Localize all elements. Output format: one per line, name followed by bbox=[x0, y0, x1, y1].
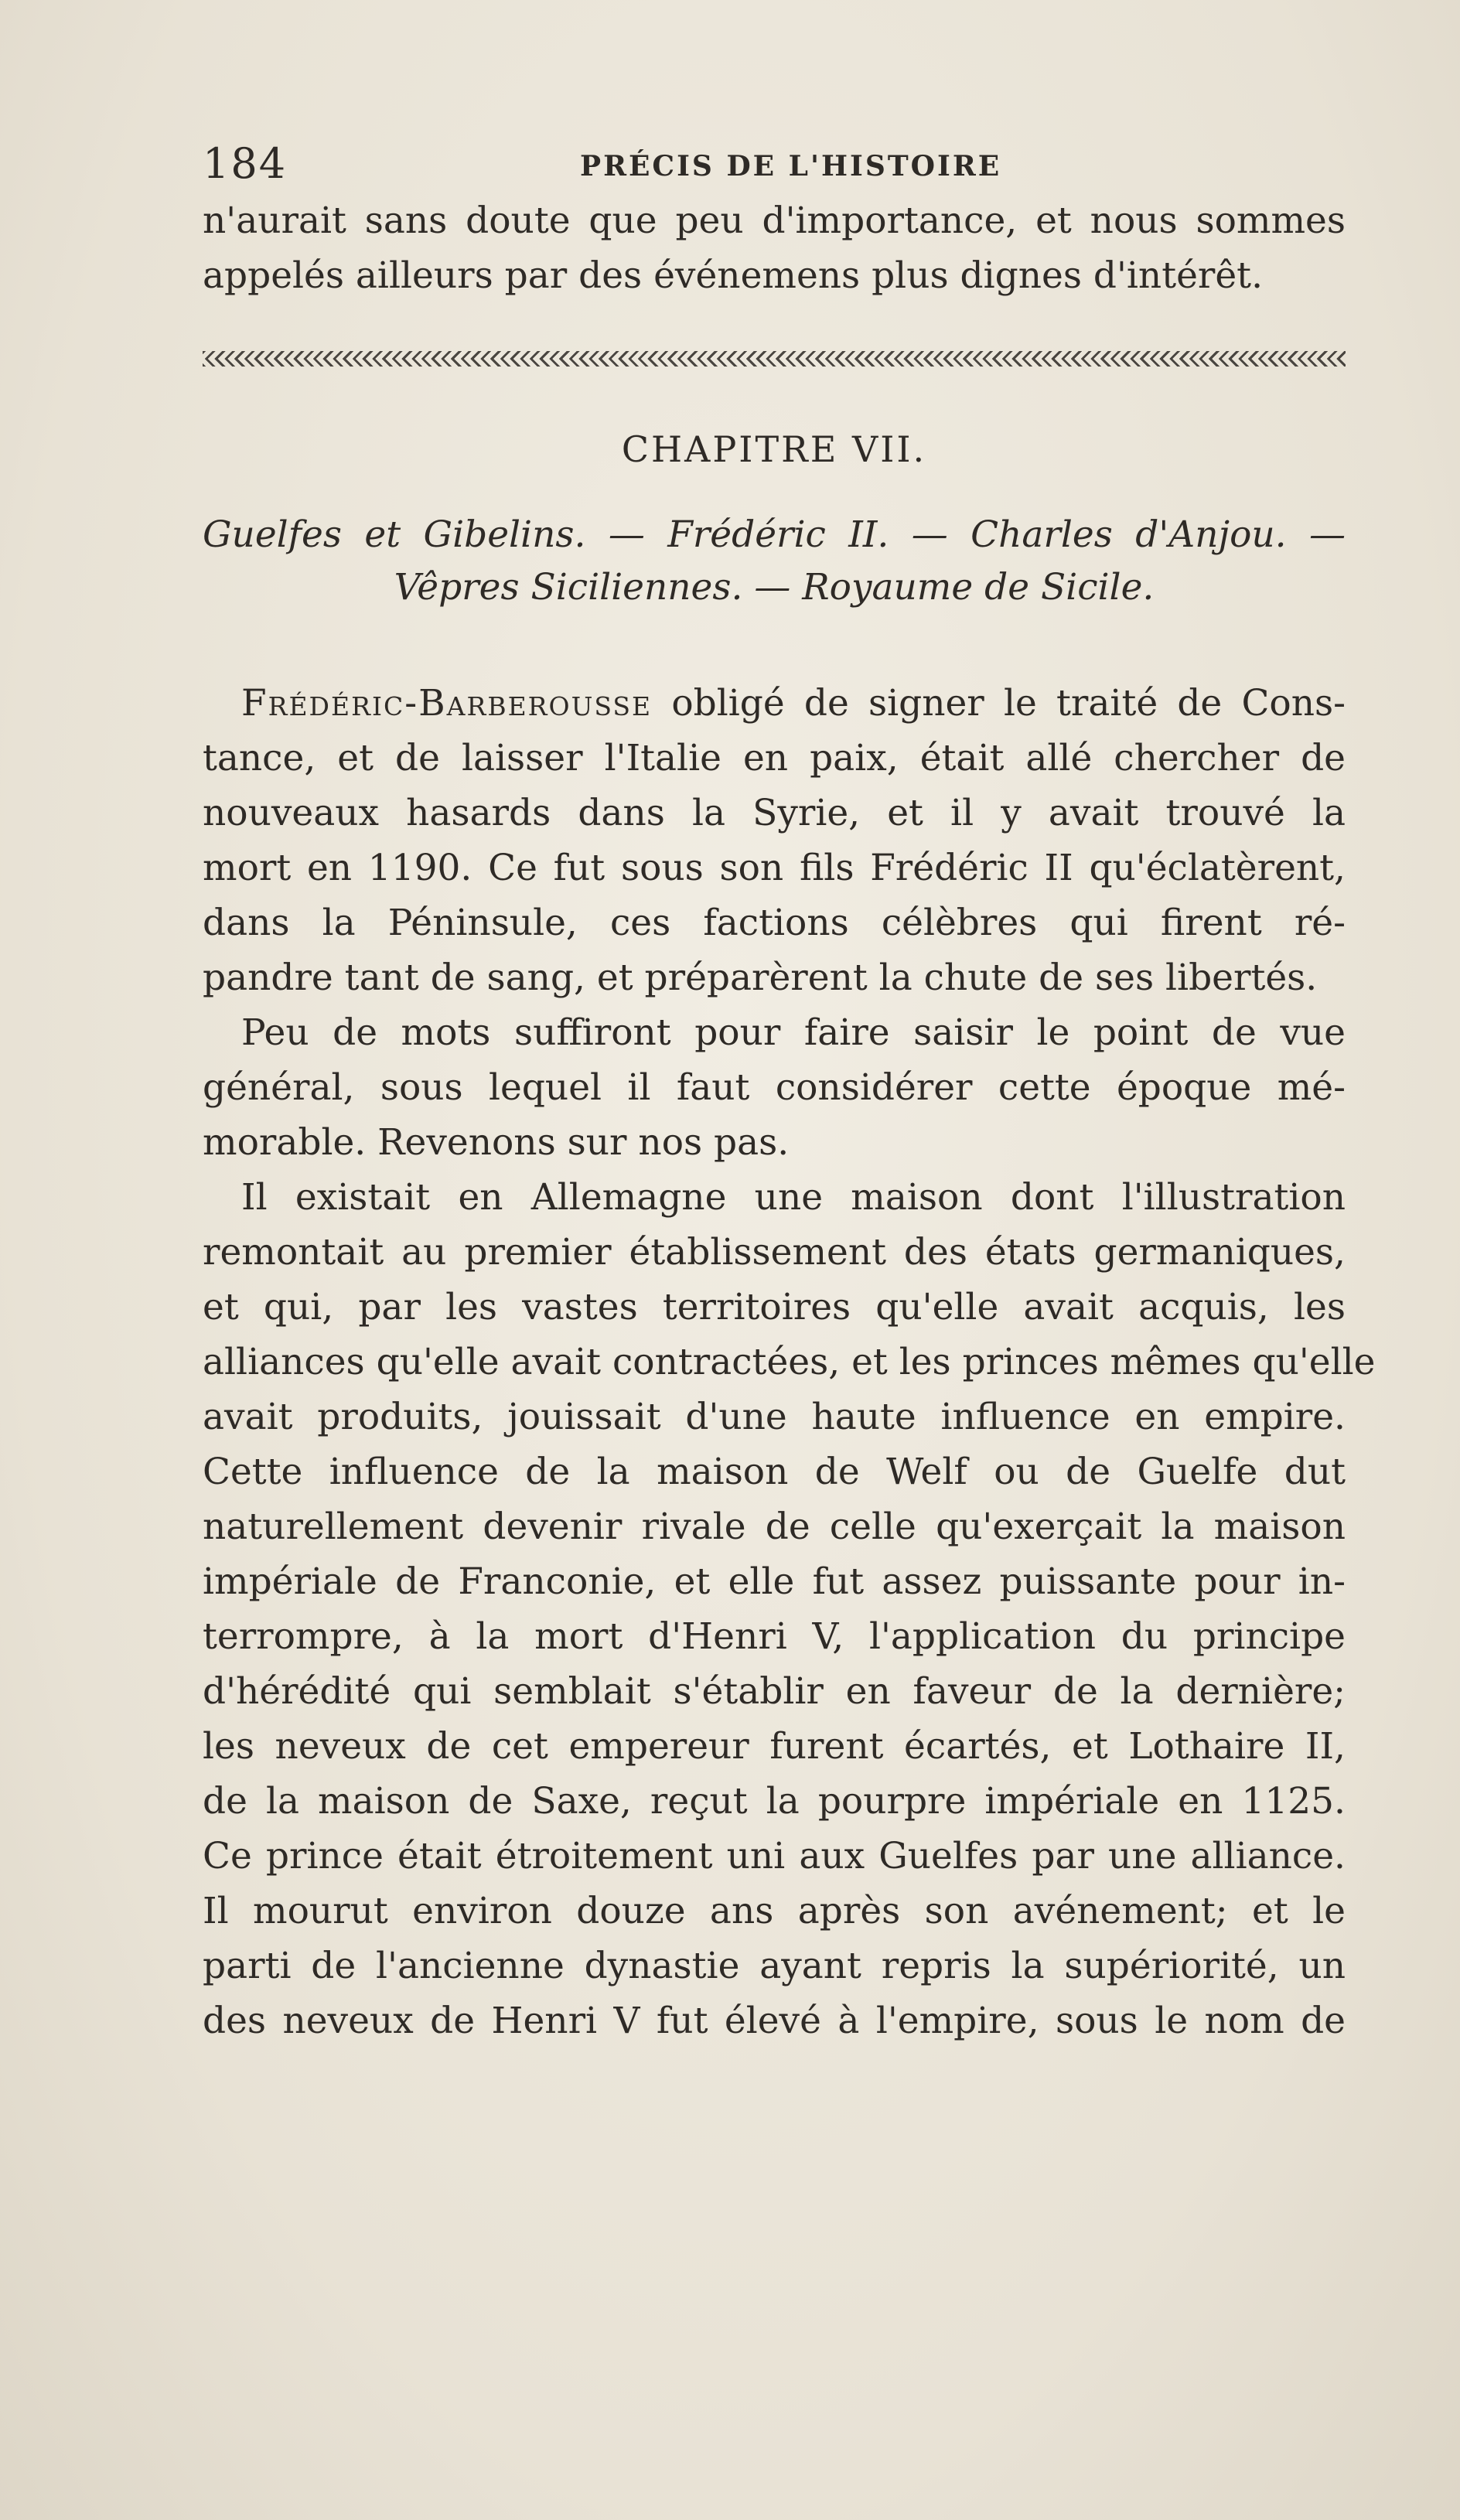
text-line: d'hérédité qui semblait s'établir en faveur de la dernière; bbox=[203, 1670, 1346, 1713]
running-title: PRÉCIS DE L'HISTOIRE bbox=[580, 150, 1002, 182]
chapter-summary bbox=[203, 509, 1346, 614]
text-line: alliances qu'elle avait contractées, et les princes mêmes qu'elle bbox=[203, 1341, 1376, 1383]
body-text bbox=[203, 676, 1376, 2048]
text-block bbox=[203, 139, 1376, 2048]
text-line: tance, et de laisser l'Italie en paix, était allé chercher de bbox=[203, 737, 1346, 779]
text-line bbox=[203, 676, 1346, 731]
text-line: de la maison de Saxe, reçut la pourpre impériale en 1125. bbox=[203, 1780, 1346, 1823]
text-line: morable. Revenons sur nos pas. bbox=[203, 1121, 790, 1164]
text-line: avait produits, jouissait d'une haute influence en empire. bbox=[203, 1396, 1346, 1438]
running-head bbox=[203, 139, 1346, 193]
text-line: n'aurait sans doute que peu d'importance, et nous sommes bbox=[203, 199, 1346, 242]
text-line: parti de l'ancienne dynastie ayant repris la supériorité, un bbox=[203, 1945, 1346, 1987]
page-number: 184 bbox=[203, 139, 288, 188]
paragraph bbox=[203, 1005, 1346, 1170]
text-line: Cette influence de la maison de Welf ou de Guelfe dut bbox=[203, 1451, 1346, 1493]
text-line: et qui, par les vastes territoires qu'elle avait acquis, les bbox=[203, 1286, 1346, 1328]
text-line: des neveux de Henri V fut élevé à l'empire, sous le nom de bbox=[203, 2000, 1346, 2042]
paragraph bbox=[203, 1170, 1376, 2048]
text-line: appelés ailleurs par des événemens plus dignes d'intérêt. bbox=[203, 254, 1264, 297]
line-rest: obligé de signer le traité de Cons- bbox=[652, 682, 1346, 725]
summary-line: Vêpres Siciliennes. — Royaume de Sicile. bbox=[394, 566, 1155, 609]
text-line: terrompre, à la mort d'Henri V, l'application du principe bbox=[203, 1615, 1346, 1658]
chapter-title: CHAPITRE VII. bbox=[621, 428, 927, 470]
text-line: impériale de Franconie, et elle fut assez puissante pour in- bbox=[203, 1560, 1346, 1603]
ornamental-rule bbox=[203, 351, 1346, 367]
paragraph bbox=[203, 676, 1346, 1005]
text-line: dans la Péninsule, ces factions célèbres qui firent ré- bbox=[203, 902, 1346, 944]
text-line: remontait au premier établissement des états germaniques, bbox=[203, 1231, 1346, 1274]
text-line: Il mourut environ douze ans après son avénement; et le bbox=[203, 1890, 1346, 1932]
text-line: Il existait en Allemagne une maison dont l'illustration bbox=[241, 1176, 1346, 1219]
text-line: Peu de mots suffiront pour faire saisir le point de vue bbox=[241, 1011, 1346, 1054]
summary-line: Guelfes et Gibelins. — Frédéric II. — Charles d'Anjou. — bbox=[203, 513, 1346, 556]
text-line: Ce prince était étroitement uni aux Guelfes par une alliance. bbox=[203, 1835, 1346, 1877]
text-line: les neveux de cet empereur furent écartés, et Lothaire II, bbox=[203, 1725, 1346, 1768]
lead-words: Frédéric-Barberousse bbox=[241, 682, 653, 725]
text-line: nouveaux hasards dans la Syrie, et il y avait trouvé la bbox=[203, 792, 1346, 834]
carryover-text bbox=[203, 193, 1346, 303]
text-line: général, sous lequel il faut considérer cette époque mé- bbox=[203, 1066, 1346, 1109]
text-line: naturellement devenir rivale de celle qu'exerçait la maison bbox=[203, 1506, 1346, 1548]
text-line: pandre tant de sang, et préparèrent la chute de ses libertés. bbox=[203, 957, 1318, 999]
text-line: mort en 1190. Ce fut sous son fils Frédéric II qu'éclatèrent, bbox=[203, 847, 1346, 889]
